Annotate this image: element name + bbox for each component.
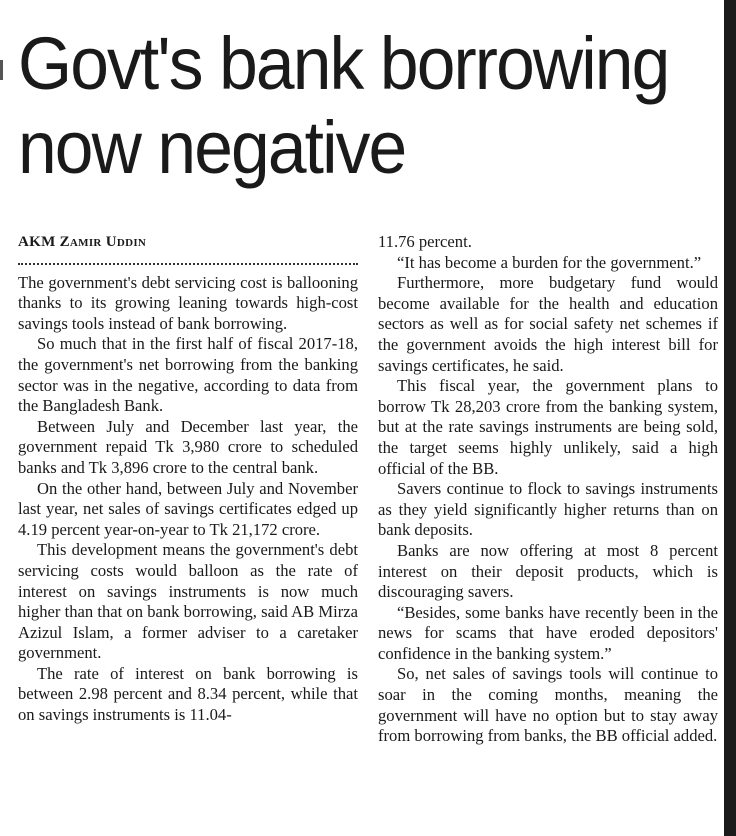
byline: AKM Zamir Uddin — [18, 234, 147, 250]
article-column-right — [378, 232, 718, 747]
page-edge-bar — [724, 0, 736, 836]
article-paragraph: The rate of interest on bank borrowing is between 2.98 percent and 8.34 percent, while that on savings instruments is 11.04- — [18, 663, 358, 725]
article-paragraph: Banks are now offering at most 8 percent interest on their deposit products, which is discouraging savers. — [378, 540, 718, 602]
page-edge-mark — [0, 60, 3, 80]
article-paragraph: So much that in the first half of fiscal 2017-18, the government's net borrowing from the banking sector was in the negative, according to data from the Bangladesh Bank. — [18, 334, 358, 416]
article-paragraph: Savers continue to flock to savings instruments as they yield significantly higher returns than on bank deposits. — [378, 479, 718, 540]
article-paragraph: Between July and December last year, the government repaid Tk 3,980 crore to scheduled banks and Tk 3,896 crore to the central bank. — [18, 416, 358, 477]
article-paragraph: “It has become a burden for the government.” — [397, 252, 702, 272]
byline-divider — [18, 255, 358, 265]
article-paragraph: On the other hand, between July and November last year, net sales of savings certificates edged up 4.19 percent year-on-year to Tk 21,172 crore. — [18, 478, 358, 539]
headline: Govt's bank borrowing now negative — [18, 22, 669, 189]
article-paragraph: The government's debt servicing cost is ballooning thanks to its growing leaning towards high-cost savings tools instead of bank borrowing. — [18, 272, 358, 333]
article-paragraph: 11.76 percent. — [378, 232, 472, 251]
article-paragraph: “Besides, some banks have recently been in the news for scams that have eroded depositors' confidence in the banking system.” — [378, 602, 718, 663]
article-paragraph: So, net sales of savings tools will continue to soar in the coming months, meaning the government will have no option but to stay away from borrowing from banks, the BB official added. — [378, 664, 718, 746]
article-paragraph: Furthermore, more budgetary fund would become available for the health and education sectors as well as for social safety net schemes if the government avoids the high interest bill for savings certificates, he said. — [378, 273, 718, 375]
article-column-left — [18, 232, 358, 726]
article-paragraph: This development means the government's debt servicing costs would balloon as the rate of interest on savings instruments is now much higher than that on bank borrowing, said AB Mirza Azizul Islam, a former adviser to a caretaker government. — [18, 540, 358, 663]
article-paragraph: This fiscal year, the government plans to borrow Tk 28,203 crore from the banking system, but at the rate savings instruments are being sold, the target seems highly unlikely, said a high official of the BB. — [378, 376, 718, 478]
